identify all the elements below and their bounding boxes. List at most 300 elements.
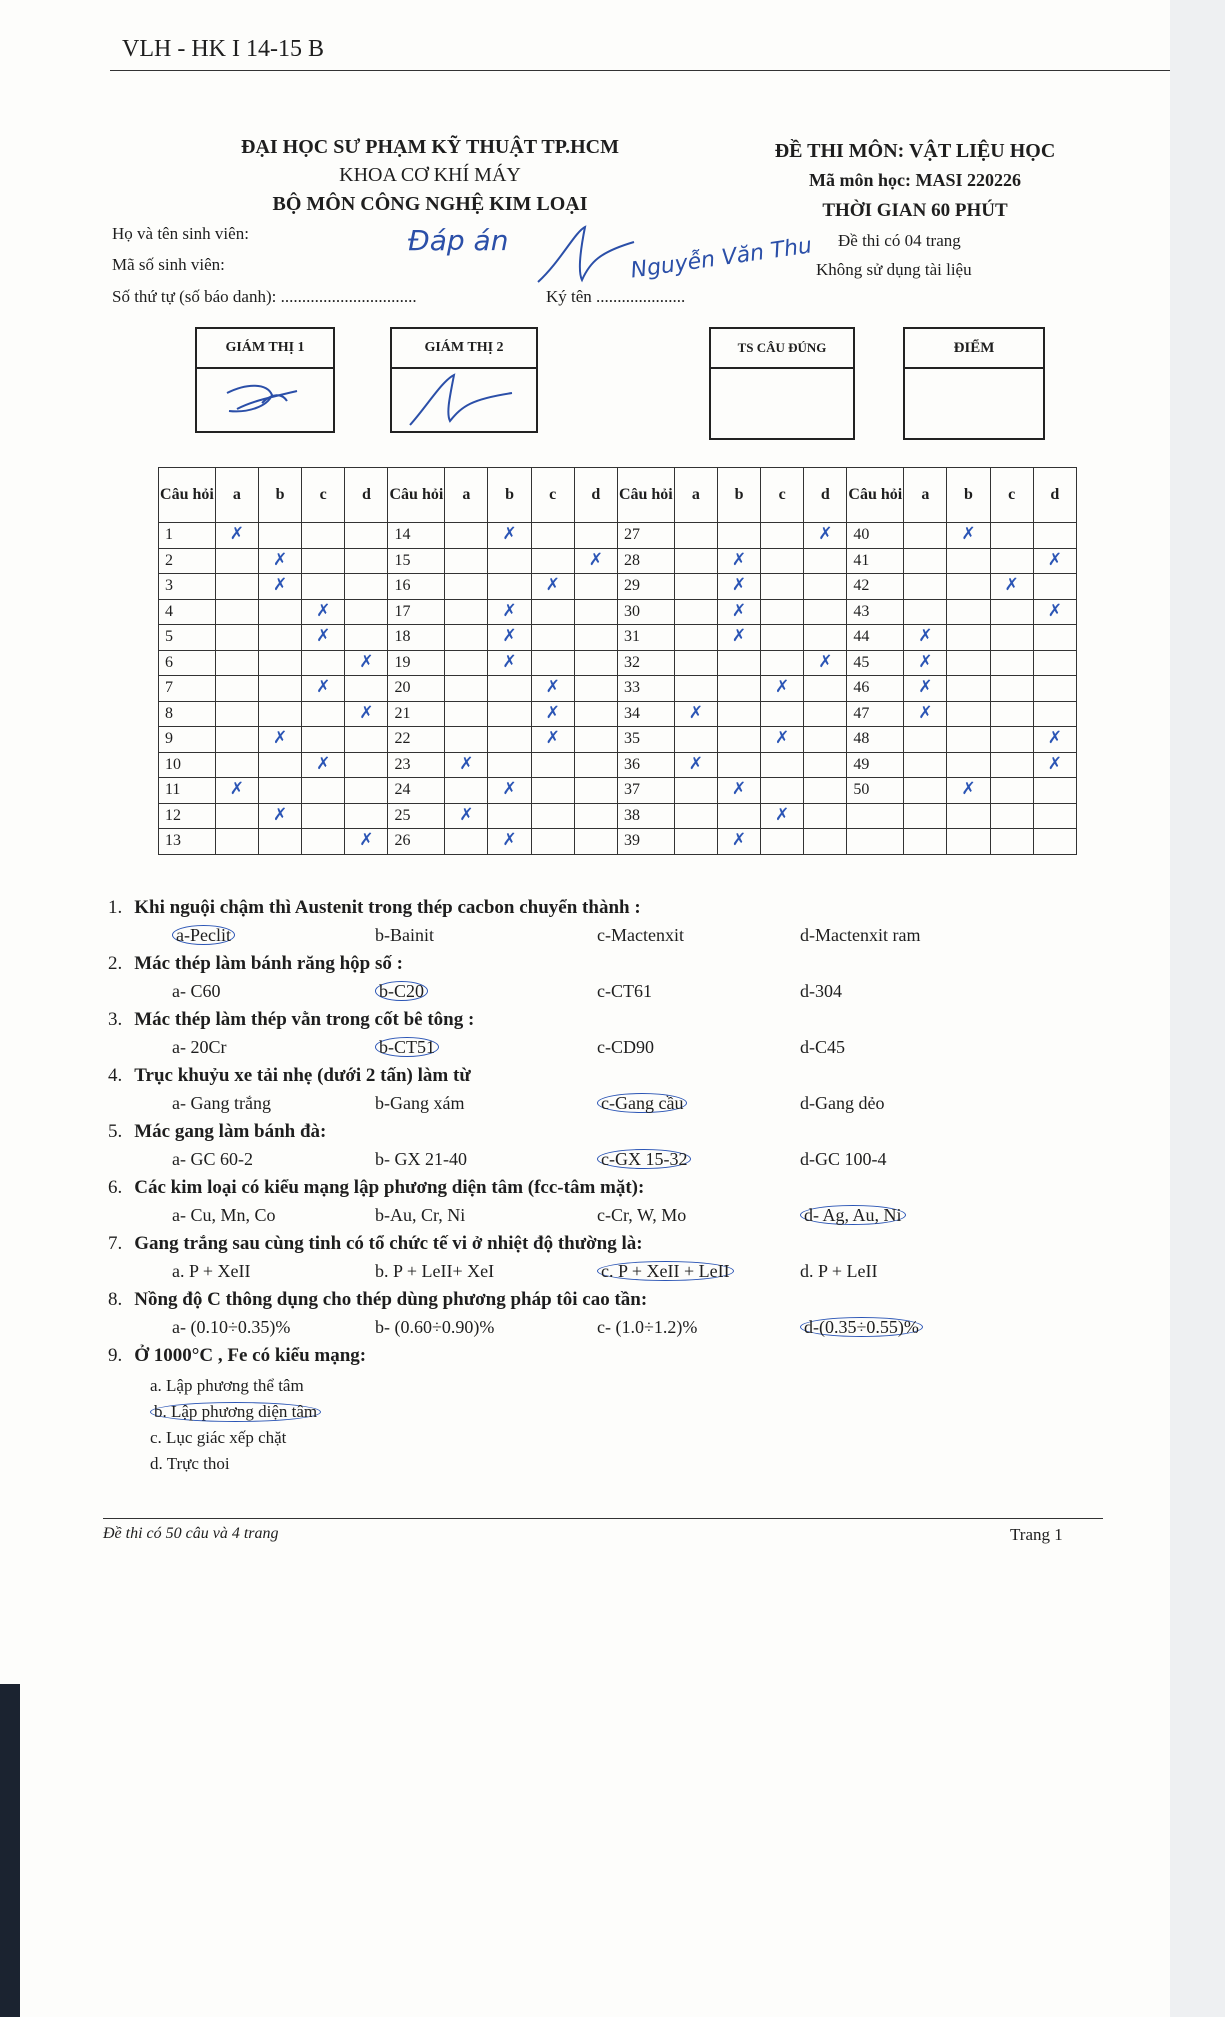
grid-cell-a [904, 650, 947, 676]
answer-mark: ✗ [316, 600, 331, 621]
scan-dark-edge [0, 1684, 20, 2017]
grid-cell-d [574, 523, 617, 549]
grid-cell-c [761, 727, 804, 753]
grid-question-number: 4 [159, 599, 216, 625]
grid-cell-b [947, 574, 990, 600]
answer-mark: ✗ [775, 804, 790, 825]
grid-cell-a [445, 727, 488, 753]
question-number: 4. [108, 1065, 123, 1086]
grid-cell-b [488, 599, 531, 625]
option-text: a. P + XeII [172, 1261, 251, 1281]
grid-cell-d [804, 574, 847, 600]
grid-question-number: 37 [617, 778, 674, 804]
grid-cell-d [345, 523, 388, 549]
grid-cell-c [990, 548, 1033, 574]
answer-mark: ✗ [1047, 600, 1062, 621]
grid-question-number: 21 [388, 701, 445, 727]
option-text: d-GC 100-4 [800, 1149, 887, 1169]
answer-mark: ✗ [272, 549, 288, 570]
option-d [800, 1317, 923, 1338]
grid-question-number: 49 [847, 752, 904, 778]
grid-cell-c [302, 625, 345, 651]
option-a [172, 1037, 226, 1058]
grid-cell-d [804, 829, 847, 855]
grid-cell-d [345, 829, 388, 855]
question-2 [108, 953, 403, 975]
grid-header-d: d [804, 468, 847, 523]
grid-question-number: 24 [388, 778, 445, 804]
grid-cell-a [215, 625, 258, 651]
option-c [597, 925, 684, 946]
grid-cell-a [445, 523, 488, 549]
option-text: b-Gang xám [375, 1093, 465, 1113]
grid-question-number: 3 [159, 574, 216, 600]
grid-cell-d [345, 803, 388, 829]
grid-cell-d [1033, 625, 1076, 651]
grid-cell-a [445, 548, 488, 574]
answer-mark: ✗ [918, 651, 933, 672]
option-text: a. Lập phương thể tâm [150, 1376, 304, 1395]
option-c [597, 1317, 697, 1338]
answer-mark: ✗ [731, 600, 747, 621]
question-9 [108, 1345, 366, 1367]
answer-mark: ✗ [731, 779, 747, 800]
grid-cell-d [345, 778, 388, 804]
handwritten-teacher-name: Nguyễn Văn Thu [629, 233, 814, 284]
grid-header-b: b [717, 468, 760, 523]
grid-cell-c [531, 752, 574, 778]
grid-row [159, 650, 1077, 676]
grid-question-number: 28 [617, 548, 674, 574]
grid-cell-a [674, 650, 717, 676]
grid-question-number: 41 [847, 548, 904, 574]
answer-mark: ✗ [359, 702, 374, 723]
grid-question-number: 48 [847, 727, 904, 753]
option-text: d-Gang dẻo [800, 1093, 885, 1113]
option-c [597, 981, 652, 1002]
grid-cell-b [947, 701, 990, 727]
option-text: b-C20 [375, 981, 428, 1001]
grid-cell-d [804, 625, 847, 651]
option-a [172, 925, 235, 946]
option-b [375, 1317, 494, 1338]
answer-grid [158, 467, 1077, 855]
correct-count-box [709, 327, 855, 440]
grid-cell-c [990, 701, 1033, 727]
answer-mark: ✗ [1047, 549, 1062, 570]
grid-question-number: 8 [159, 701, 216, 727]
grid-cell-c [531, 727, 574, 753]
grid-cell-a [674, 829, 717, 855]
grid-cell-c [761, 778, 804, 804]
proctor1-signature [217, 373, 307, 423]
grid-cell-b [717, 676, 760, 702]
grid-cell-b [947, 727, 990, 753]
page-number: Trang 1 [1010, 1525, 1063, 1544]
grid-row [159, 803, 1077, 829]
answer-mark: ✗ [818, 651, 833, 672]
grid-question-number: 33 [617, 676, 674, 702]
grid-cell-a [215, 752, 258, 778]
grid-row [159, 625, 1077, 651]
grid-cell-b [259, 599, 302, 625]
grid-question-number: 50 [847, 778, 904, 804]
answer-mark: ✗ [502, 626, 517, 647]
grid-cell-c [761, 599, 804, 625]
grid-cell-c [302, 574, 345, 600]
grid-cell-a [215, 574, 258, 600]
question-number: 9. [108, 1345, 123, 1366]
grid-cell-a [215, 599, 258, 625]
grid-cell-a [904, 829, 947, 855]
answer-mark: ✗ [731, 626, 747, 647]
grid-cell-d [1033, 574, 1076, 600]
student-name-label: Họ và tên sinh viên: [112, 224, 249, 243]
grid-cell-a [904, 778, 947, 804]
grid-cell-d [345, 548, 388, 574]
grid-cell-d [574, 727, 617, 753]
question-1 [108, 897, 641, 919]
grid-cell-d [574, 752, 617, 778]
option-text: a- GC 60-2 [172, 1149, 253, 1169]
answer-mark: ✗ [731, 575, 747, 596]
option-b [375, 1149, 467, 1170]
materials-note: Không sử dụng tài liệu [816, 260, 972, 279]
question-text: Mác gang làm bánh đà: [134, 1121, 327, 1142]
grid-cell-d [1033, 599, 1076, 625]
question-number: 8. [108, 1289, 123, 1310]
answer-mark: ✗ [731, 549, 747, 570]
answer-mark: ✗ [459, 753, 474, 774]
grid-cell-b [259, 676, 302, 702]
grid-cell-b [259, 727, 302, 753]
grid-cell-b [488, 574, 531, 600]
grid-cell-a [904, 676, 947, 702]
faculty-name: KHOA CƠ KHÍ MÁY [339, 164, 521, 186]
grid-cell-b [947, 803, 990, 829]
answer-mark: ✗ [688, 753, 703, 774]
option-text: d-(0.35÷0.55)% [800, 1317, 923, 1337]
option-d [800, 1205, 906, 1226]
option-b [150, 1402, 321, 1422]
answer-mark: ✗ [229, 524, 245, 545]
question-number: 7. [108, 1233, 123, 1254]
grid-cell-d [574, 803, 617, 829]
grid-question-number: 38 [617, 803, 674, 829]
grid-cell-a [674, 676, 717, 702]
question-text: Các kim loại có kiểu mạng lập phương diện tâm (fcc-tâm mặt): [134, 1177, 645, 1198]
grid-cell-d [574, 778, 617, 804]
grid-cell-c [990, 574, 1033, 600]
grid-cell-b [717, 727, 760, 753]
grid-question-number: 31 [617, 625, 674, 651]
grid-question-number: 27 [617, 523, 674, 549]
grid-question-number: 46 [847, 676, 904, 702]
grid-header-c: c [990, 468, 1033, 523]
question-3 [108, 1009, 474, 1031]
option-c [597, 1205, 686, 1226]
grid-cell-c [990, 727, 1033, 753]
grid-cell-c [761, 701, 804, 727]
grid-cell-d [574, 650, 617, 676]
grid-cell-a [904, 803, 947, 829]
option-text: b. Lập phương diện tâm [150, 1402, 321, 1422]
grid-cell-c [531, 625, 574, 651]
grid-question-number: 43 [847, 599, 904, 625]
grid-cell-b [717, 752, 760, 778]
grid-cell-d [574, 676, 617, 702]
proctor2-box [390, 327, 538, 433]
grid-cell-c [302, 676, 345, 702]
grid-cell-c [761, 523, 804, 549]
question-6 [108, 1177, 644, 1199]
grid-cell-a [904, 752, 947, 778]
option-text: c-Cr, W, Mo [597, 1205, 687, 1225]
grid-cell-c [990, 599, 1033, 625]
answer-mark: ✗ [1047, 728, 1062, 749]
option-text: a- (0.10÷0.35)% [172, 1317, 291, 1337]
grid-cell-c [990, 803, 1033, 829]
grid-cell-a [674, 701, 717, 727]
grid-question-number: 32 [617, 650, 674, 676]
grid-cell-b [717, 650, 760, 676]
grid-question-number: 9 [159, 727, 216, 753]
question-text: Gang trắng sau cùng tinh có tổ chức tế vi ở nhiệt độ thường là: [134, 1233, 643, 1254]
grid-question-number: 10 [159, 752, 216, 778]
grid-question-number: 45 [847, 650, 904, 676]
option-text: c-CT61 [597, 981, 652, 1001]
grid-cell-a [674, 803, 717, 829]
grid-cell-d [804, 650, 847, 676]
question-5 [108, 1121, 326, 1143]
student-id-label: Mã số sinh viên: [112, 255, 225, 274]
option-text: b- GX 21-40 [375, 1149, 467, 1169]
grid-cell-a [674, 523, 717, 549]
grid-cell-a [904, 599, 947, 625]
answer-mark: ✗ [545, 702, 560, 723]
handwritten-answer-key: Đáp án [408, 224, 509, 257]
grid-cell-a [674, 778, 717, 804]
grid-cell-c [531, 778, 574, 804]
grid-question-number: 22 [388, 727, 445, 753]
sign-label: Ký tên ..................... [546, 287, 686, 306]
question-text: Nồng độ C thông dụng cho thép dùng phương pháp tôi cao tần: [134, 1289, 648, 1310]
option-a [172, 981, 221, 1002]
grid-cell-b [947, 778, 990, 804]
grid-cell-b [488, 548, 531, 574]
grid-cell-a [445, 752, 488, 778]
grid-cell-d [345, 599, 388, 625]
option-text: c. Lục giác xếp chặt [150, 1428, 287, 1447]
grid-header-question: Câu hỏi [847, 468, 904, 523]
grid-cell-d [345, 727, 388, 753]
grid-cell-c [531, 599, 574, 625]
answer-mark: ✗ [316, 626, 331, 647]
option-a [172, 1317, 290, 1338]
answer-mark: ✗ [272, 728, 288, 749]
course-code: Mã môn học: MASI 220226 [809, 170, 1021, 190]
proctor1-label: GIÁM THỊ 1 [197, 329, 333, 369]
grid-header-b: b [947, 468, 990, 523]
grid-cell-d [574, 548, 617, 574]
grid-row [159, 752, 1077, 778]
grid-cell-d [804, 523, 847, 549]
grid-cell-d [1033, 829, 1076, 855]
option-c [597, 1037, 654, 1058]
grid-cell-a [215, 701, 258, 727]
grid-cell-b [488, 625, 531, 651]
option-text: b. P + LeII+ XeI [375, 1261, 495, 1281]
grid-question-number: 26 [388, 829, 445, 855]
question-text: Mác thép làm bánh răng hộp số : [134, 953, 403, 974]
grid-cell-b [717, 523, 760, 549]
question-number: 1. [108, 897, 123, 918]
grid-cell-c [302, 650, 345, 676]
grid-cell-a [445, 778, 488, 804]
grid-cell-d [804, 676, 847, 702]
grid-cell-b [947, 625, 990, 651]
scan-margin-strip [1170, 0, 1225, 2017]
option-text: d- Ag, Au, Ni [800, 1205, 906, 1225]
grid-question-number: 30 [617, 599, 674, 625]
question-8 [108, 1289, 647, 1311]
grid-cell-c [302, 701, 345, 727]
grid-cell-c [531, 676, 574, 702]
option-text: b-CT51 [375, 1037, 439, 1057]
grid-cell-c [761, 676, 804, 702]
grid-cell-b [259, 574, 302, 600]
answer-mark: ✗ [775, 677, 790, 698]
answer-mark: ✗ [502, 651, 517, 672]
proctor2-signature [402, 371, 522, 429]
grid-cell-c [531, 701, 574, 727]
grid-cell-d [1033, 803, 1076, 829]
grid-cell-b [717, 701, 760, 727]
grid-cell-b [947, 752, 990, 778]
grid-cell-d [1033, 727, 1076, 753]
option-text: d-C45 [800, 1037, 845, 1057]
question-text: Khi nguội chậm thì Austenit trong thép cacbon chuyển thành : [134, 897, 641, 918]
option-text: d-304 [800, 981, 842, 1001]
grid-cell-d [804, 803, 847, 829]
grid-row [159, 599, 1077, 625]
grid-row [159, 548, 1077, 574]
answer-mark: ✗ [818, 524, 833, 545]
grid-cell-a [904, 548, 947, 574]
grid-question-number: 11 [159, 778, 216, 804]
option-text: a- Cu, Mn, Co [172, 1205, 276, 1225]
grid-cell-d [804, 548, 847, 574]
grid-cell-b [717, 548, 760, 574]
option-text: c-GX 15-32 [597, 1149, 691, 1169]
grid-header-a: a [674, 468, 717, 523]
option-d [800, 1149, 887, 1170]
option-d [150, 1454, 230, 1474]
option-text: c- (1.0÷1.2)% [597, 1317, 698, 1337]
grid-cell-d [804, 778, 847, 804]
option-text: d. P + LeII [800, 1261, 878, 1281]
pages-note: Đề thi có 04 trang [838, 231, 961, 250]
grid-cell-d [345, 752, 388, 778]
grid-cell-a [445, 574, 488, 600]
grid-header-c: c [761, 468, 804, 523]
grid-cell-c [531, 803, 574, 829]
grid-cell-d [574, 701, 617, 727]
question-number: 2. [108, 953, 123, 974]
grid-cell-b [717, 778, 760, 804]
grid-cell-b [488, 803, 531, 829]
answer-mark: ✗ [545, 728, 560, 749]
exam-duration: THỜI GIAN 60 PHÚT [822, 200, 1008, 221]
answer-mark: ✗ [961, 524, 976, 545]
option-d [800, 981, 842, 1002]
grid-cell-a [215, 829, 258, 855]
grid-cell-c [531, 548, 574, 574]
grid-row [159, 523, 1077, 549]
option-c [597, 1149, 691, 1170]
option-b [375, 981, 428, 1002]
question-text: Mác thép làm thép vằn trong cốt bê tông : [134, 1009, 475, 1030]
grid-question-number: 40 [847, 523, 904, 549]
grid-question-number: 29 [617, 574, 674, 600]
grid-cell-b [717, 829, 760, 855]
grid-cell-b [717, 625, 760, 651]
answer-mark: ✗ [688, 702, 703, 723]
grid-cell-c [990, 778, 1033, 804]
grid-cell-d [804, 701, 847, 727]
grid-cell-d [804, 727, 847, 753]
grid-cell-b [259, 803, 302, 829]
grid-header-d: d [345, 468, 388, 523]
grid-cell-b [259, 625, 302, 651]
answer-mark: ✗ [731, 830, 747, 851]
handwritten-signature-mark [530, 222, 640, 292]
grid-cell-d [1033, 752, 1076, 778]
correct-count-label: TS CÂU ĐÚNG [711, 329, 853, 369]
footer-note: Đề thi có 50 câu và 4 trang [103, 1525, 279, 1542]
grid-cell-b [488, 829, 531, 855]
grid-cell-c [302, 803, 345, 829]
grid-cell-a [445, 599, 488, 625]
answer-mark: ✗ [918, 702, 933, 723]
grid-cell-c [761, 829, 804, 855]
university-name: ĐẠI HỌC SƯ PHẠM KỸ THUẬT TP.HCM [241, 136, 619, 158]
grid-cell-b [488, 752, 531, 778]
grid-cell-c [761, 752, 804, 778]
grid-cell-d [574, 574, 617, 600]
grid-header-d: d [1033, 468, 1076, 523]
grid-header-b: b [488, 468, 531, 523]
grid-question-number: 16 [388, 574, 445, 600]
answer-mark: ✗ [359, 830, 374, 851]
option-b [375, 1037, 439, 1058]
option-d [800, 1093, 884, 1114]
option-text: c-Gang cầu [597, 1093, 687, 1113]
grid-cell-b [488, 676, 531, 702]
student-order-label: Số thứ tự (số báo danh): ................................ [112, 287, 417, 306]
grid-question-number: 14 [388, 523, 445, 549]
grid-row [159, 676, 1077, 702]
grid-row [159, 701, 1077, 727]
score-label: ĐIỂM [905, 329, 1043, 369]
grid-cell-b [259, 829, 302, 855]
grid-cell-a [215, 803, 258, 829]
grid-question-number: 39 [617, 829, 674, 855]
grid-question-number: 6 [159, 650, 216, 676]
grid-cell-d [345, 625, 388, 651]
grid-cell-c [990, 752, 1033, 778]
grid-question-number: 18 [388, 625, 445, 651]
